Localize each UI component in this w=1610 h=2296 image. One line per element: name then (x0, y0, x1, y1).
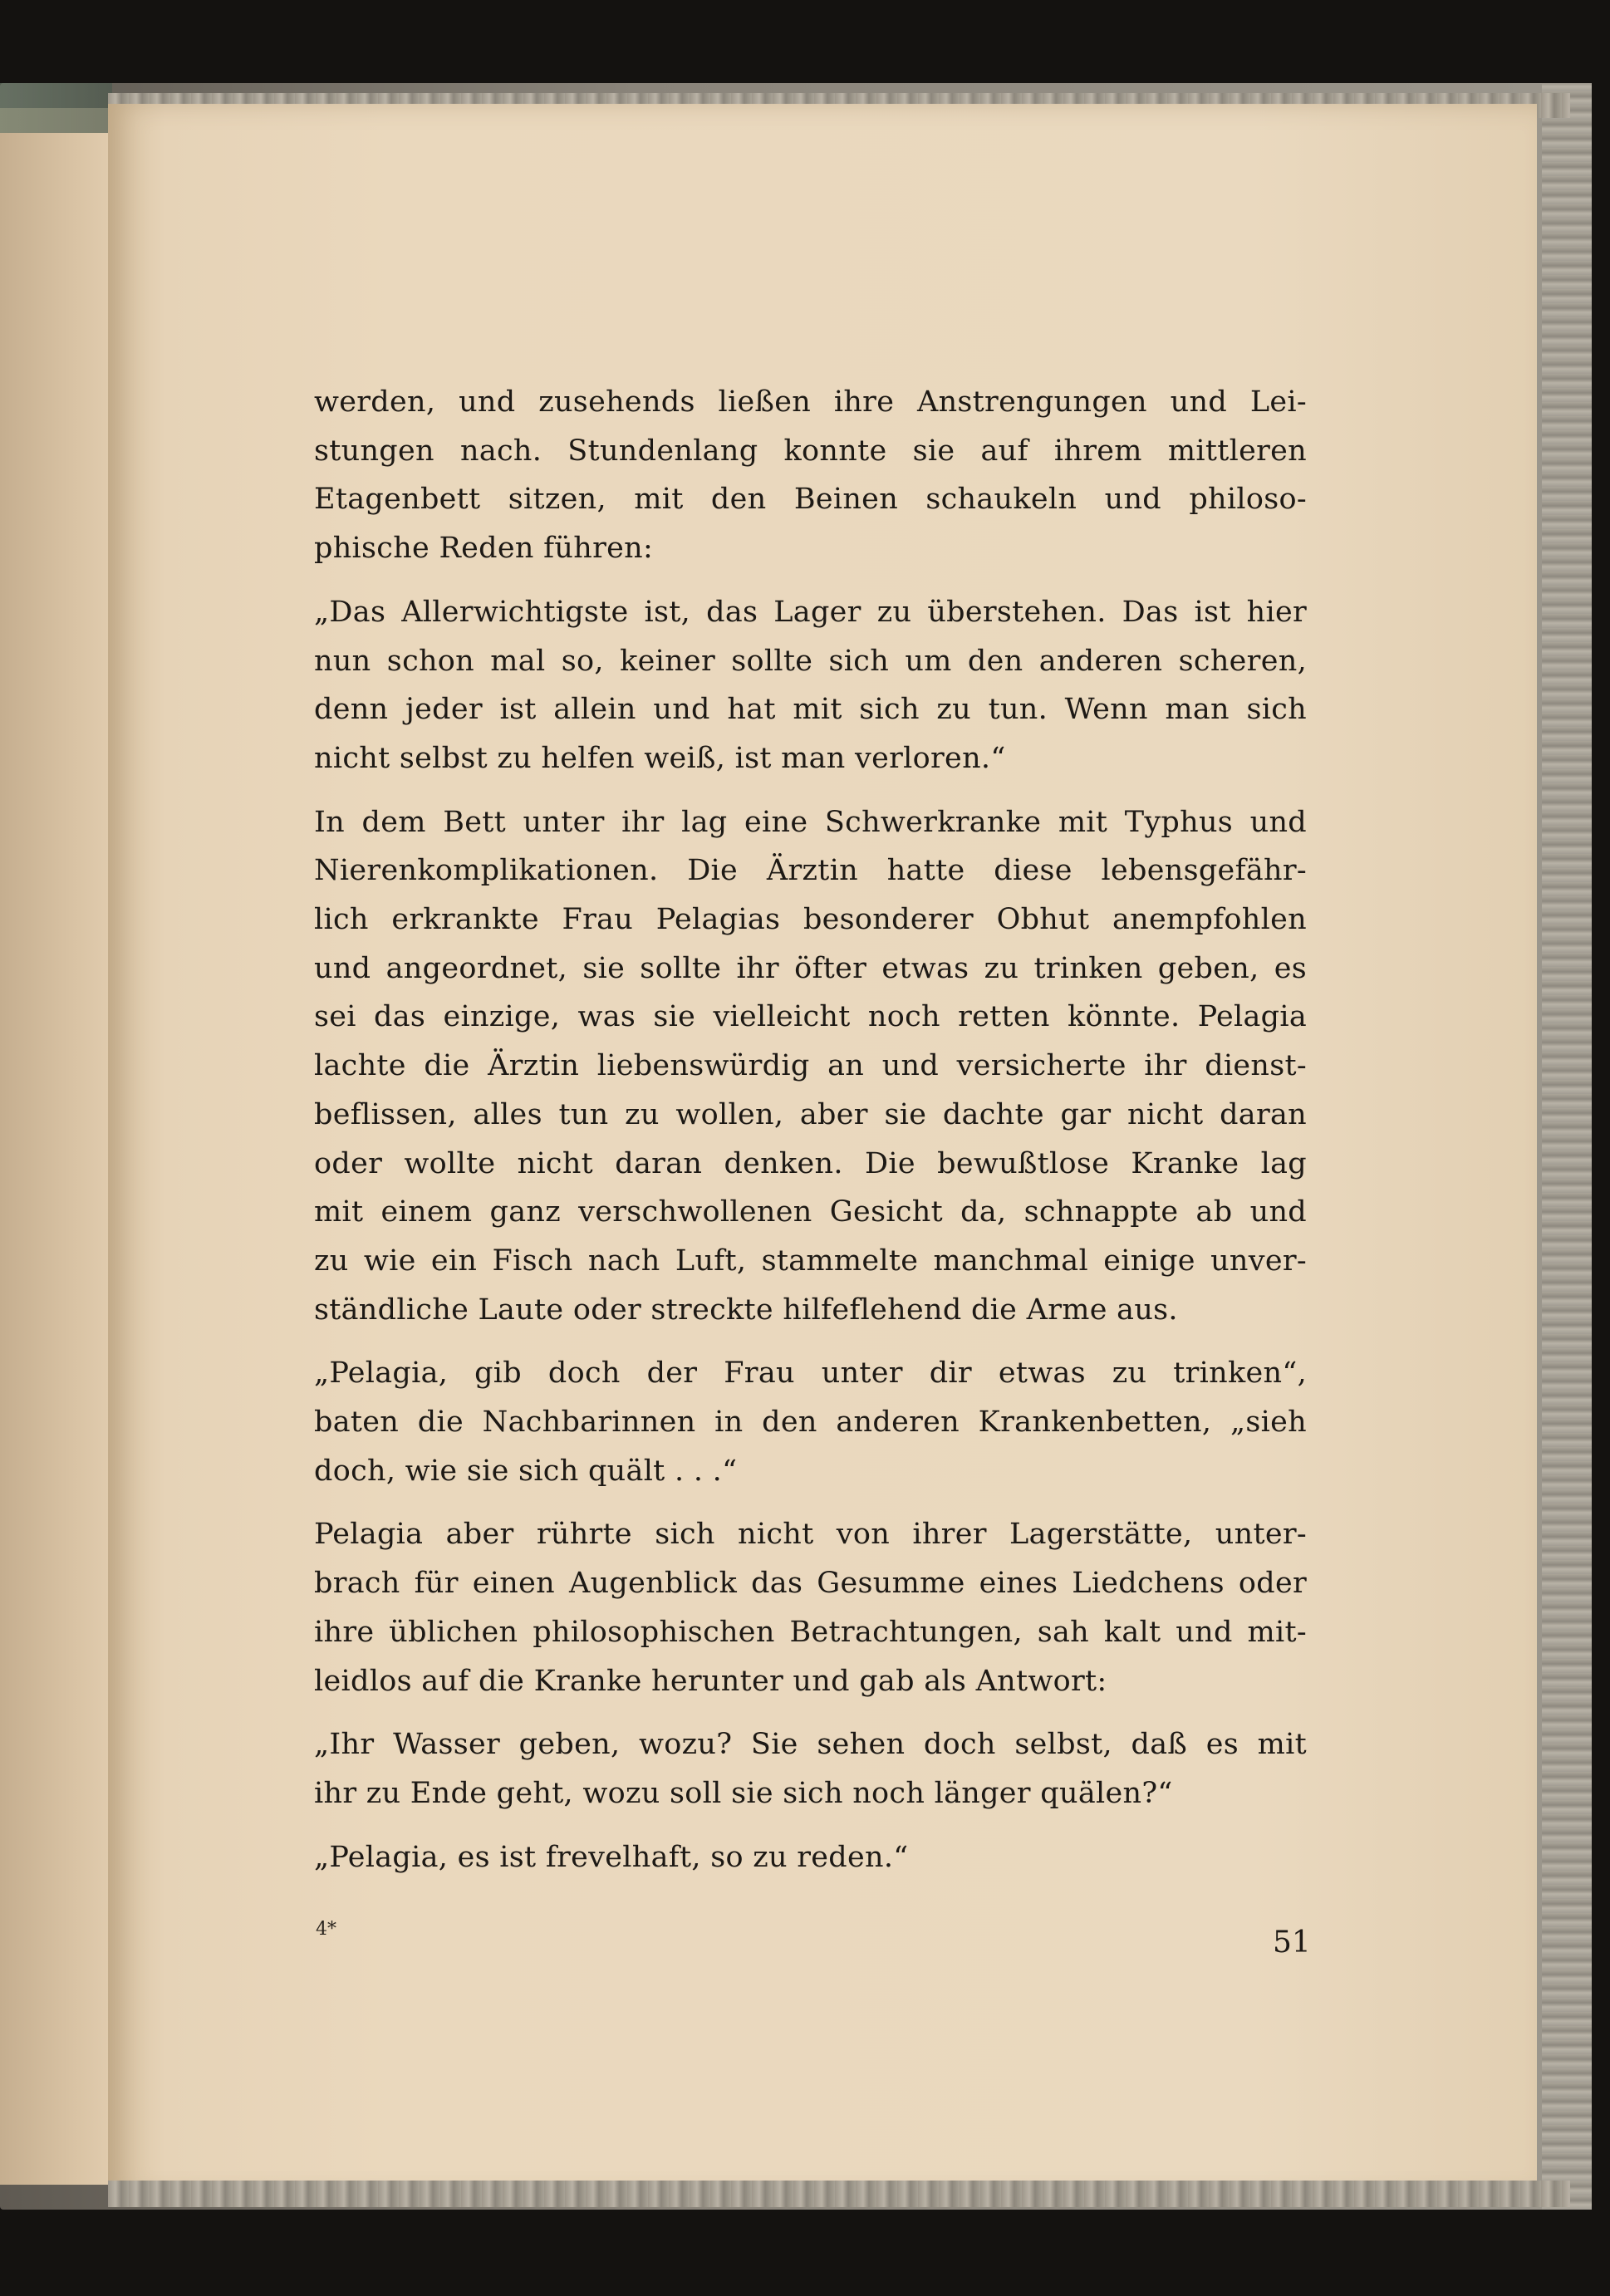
text-line: „Das Allerwichtigste ist, das Lager zu überstehen. Das ist hier (314, 595, 1307, 629)
text-line: nun schon mal so, keiner sollte sich um den anderen scheren, (314, 644, 1307, 678)
text-line: und angeordnet, sie sollte ihr öfter etwas zu trinken geben, es (314, 951, 1307, 985)
text-line: ständliche Laute oder streckte hilfeflehend die Arme aus. (314, 1293, 1178, 1327)
text-line: mit einem ganz verschwollenen Gesicht da, schnappte ab und (314, 1195, 1307, 1229)
text-line: „Ihr Wasser geben, wozu? Sie sehen doch selbst, daß es mit (314, 1728, 1307, 1762)
text-line: „Pelagia, gib doch der Frau unter dir etwas zu trinken“, (314, 1357, 1307, 1391)
text-line: sei das einzige, was sie vielleicht noch retten könnte. Pelagia (314, 1000, 1307, 1034)
text-line: nicht selbst zu helfen weiß, ist man verloren.“ (314, 741, 1006, 775)
paragraph-1 (314, 378, 1307, 573)
page-number: 51 (1273, 1926, 1311, 1960)
text-line: Etagenbett sitzen, mit den Beinen schaukeln und philoso- (314, 483, 1307, 517)
facing-page-edge (0, 108, 125, 2185)
text-line: werden, und zusehends ließen ihre Anstrengungen und Lei- (314, 385, 1307, 419)
text-line: denn jeder ist allein und hat mit sich zu tun. Wenn man sich (314, 693, 1307, 727)
text-line: In dem Bett unter ihr lag eine Schwerkranke mit Typhus und (314, 805, 1307, 839)
text-line: beflissen, alles tun zu wollen, aber sie dachte gar nicht daran (314, 1097, 1307, 1131)
signature-mark: 4* (316, 1919, 336, 1940)
paragraph-3 (314, 798, 1307, 1335)
text-line: Pelagia aber rührte sich nicht von ihrer Lagerstätte, unter- (314, 1518, 1307, 1552)
text-line: „Pelagia, es ist frevelhaft, so zu reden.“ (314, 1840, 909, 1874)
page-bottom-edge (108, 2181, 1570, 2207)
text-line: ihr zu Ende geht, wozu soll sie sich noch länger quälen?“ (314, 1776, 1173, 1810)
text-line: doch, wie sie sich quält . . .“ (314, 1454, 738, 1488)
text-line: lich erkrankte Frau Pelagias besonderer Obhut anempfohlen (314, 903, 1307, 937)
paragraph-2 (314, 588, 1307, 783)
spine-binding (0, 83, 112, 133)
text-line: stungen nach. Stundenlang konnte sie auf ihrem mittleren (314, 434, 1307, 468)
paragraph-4 (314, 1349, 1307, 1495)
text-line: baten die Nachbarinnen in den anderen Krankenbetten, „sieh (314, 1406, 1307, 1440)
paragraph-6 (314, 1720, 1307, 1818)
paragraph-7 (314, 1833, 1307, 1882)
text-line: phische Reden führen: (314, 532, 654, 566)
text-line: leidlos auf die Kranke herunter und gab als Antwort: (314, 1664, 1107, 1698)
body-text (314, 378, 1307, 1896)
text-line: zu wie ein Fisch nach Luft, stammelte manchmal einige unver- (314, 1244, 1307, 1278)
text-line: brach für einen Augenblick das Gesumme eines Liedchens oder (314, 1567, 1307, 1601)
text-line: ihre üblichen philosophischen Betrachtungen, sah kalt und mit- (314, 1615, 1307, 1649)
book-cover-right-edge (1542, 83, 1592, 2210)
text-line: lachte die Ärztin liebenswürdig an und versicherte ihr dienst- (314, 1049, 1307, 1083)
text-line: Nierenkomplikationen. Die Ärztin hatte diese lebensgefähr- (314, 854, 1307, 888)
text-line: oder wollte nicht daran denken. Die bewußtlose Kranke lag (314, 1146, 1307, 1180)
paragraph-5 (314, 1510, 1307, 1705)
